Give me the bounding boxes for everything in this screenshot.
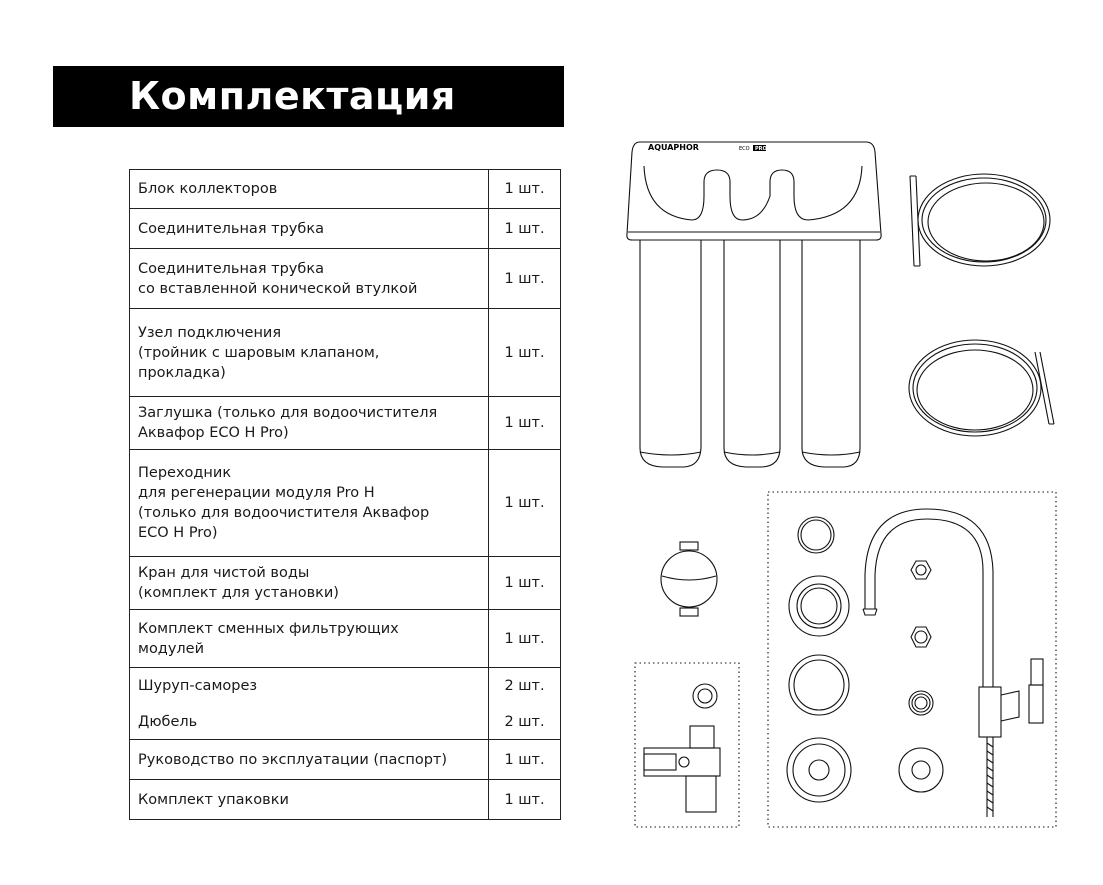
item-name: Переходник для регенерации модуля Pro H (только для водоочистителя Аквафор ECO H Pro) xyxy=(130,450,489,557)
item-name: Соединительная трубка xyxy=(130,209,489,249)
tube-with-sleeve-illustration xyxy=(903,332,1061,448)
table-row xyxy=(130,309,561,397)
item-qty: 1 шт. xyxy=(489,610,561,668)
brand-label: AQUAPHOR xyxy=(648,143,699,152)
table-row xyxy=(130,170,561,209)
item-name: Заглушка (только для водоочистителя Аквафор ECO H Pro) xyxy=(130,397,489,450)
item-name: Шуруп-саморез xyxy=(130,668,489,705)
connection-assembly-illustration xyxy=(634,662,740,828)
model-pro-label: PRO xyxy=(755,146,767,152)
item-name: Дюбель xyxy=(130,705,489,740)
page-title: Комплектация xyxy=(129,74,456,118)
collector-block xyxy=(627,142,881,240)
faucet-kit-illustration xyxy=(767,491,1057,828)
model-eco-label: ECO xyxy=(739,146,750,152)
item-name: Руководство по эксплуатации (паспорт) xyxy=(130,740,489,780)
item-qty: 1 шт. xyxy=(489,397,561,450)
item-name: Комплект сменных фильтрующих модулей xyxy=(130,610,489,668)
item-qty: 1 шт. xyxy=(489,309,561,397)
item-qty: 1 шт. xyxy=(489,170,561,209)
item-qty: 1 шт. xyxy=(489,740,561,780)
table-row xyxy=(130,705,561,740)
table-row xyxy=(130,668,561,705)
item-qty: 1 шт. xyxy=(489,450,561,557)
item-name: Соединительная трубка со вставленной конической втулкой xyxy=(130,249,489,309)
item-qty: 2 шт. xyxy=(489,705,561,740)
item-name: Комплект упаковки xyxy=(130,780,489,820)
table-row xyxy=(130,450,561,557)
item-qty: 1 шт. xyxy=(489,557,561,610)
item-name: Кран для чистой воды (комплект для установки) xyxy=(130,557,489,610)
table-row xyxy=(130,740,561,780)
filter-unit-illustration xyxy=(622,136,884,472)
table-row xyxy=(130,557,561,610)
table-row xyxy=(130,249,561,309)
item-qty: 1 шт. xyxy=(489,209,561,249)
item-name: Узел подключения (тройник с шаровым клапаном, прокладка) xyxy=(130,309,489,397)
filter-module-1 xyxy=(640,240,701,467)
item-qty: 2 шт. xyxy=(489,668,561,705)
tube-coil-illustration xyxy=(900,164,1060,280)
filter-module-2 xyxy=(724,240,780,467)
table-row xyxy=(130,780,561,820)
item-qty: 1 шт. xyxy=(489,780,561,820)
table-row xyxy=(130,610,561,668)
table-row xyxy=(130,209,561,249)
plug-illustration xyxy=(658,540,720,620)
filter-module-3 xyxy=(802,240,860,467)
item-qty: 1 шт. xyxy=(489,249,561,309)
contents-table xyxy=(129,169,561,820)
table-row xyxy=(130,397,561,450)
item-name: Блок коллекторов xyxy=(130,170,489,209)
